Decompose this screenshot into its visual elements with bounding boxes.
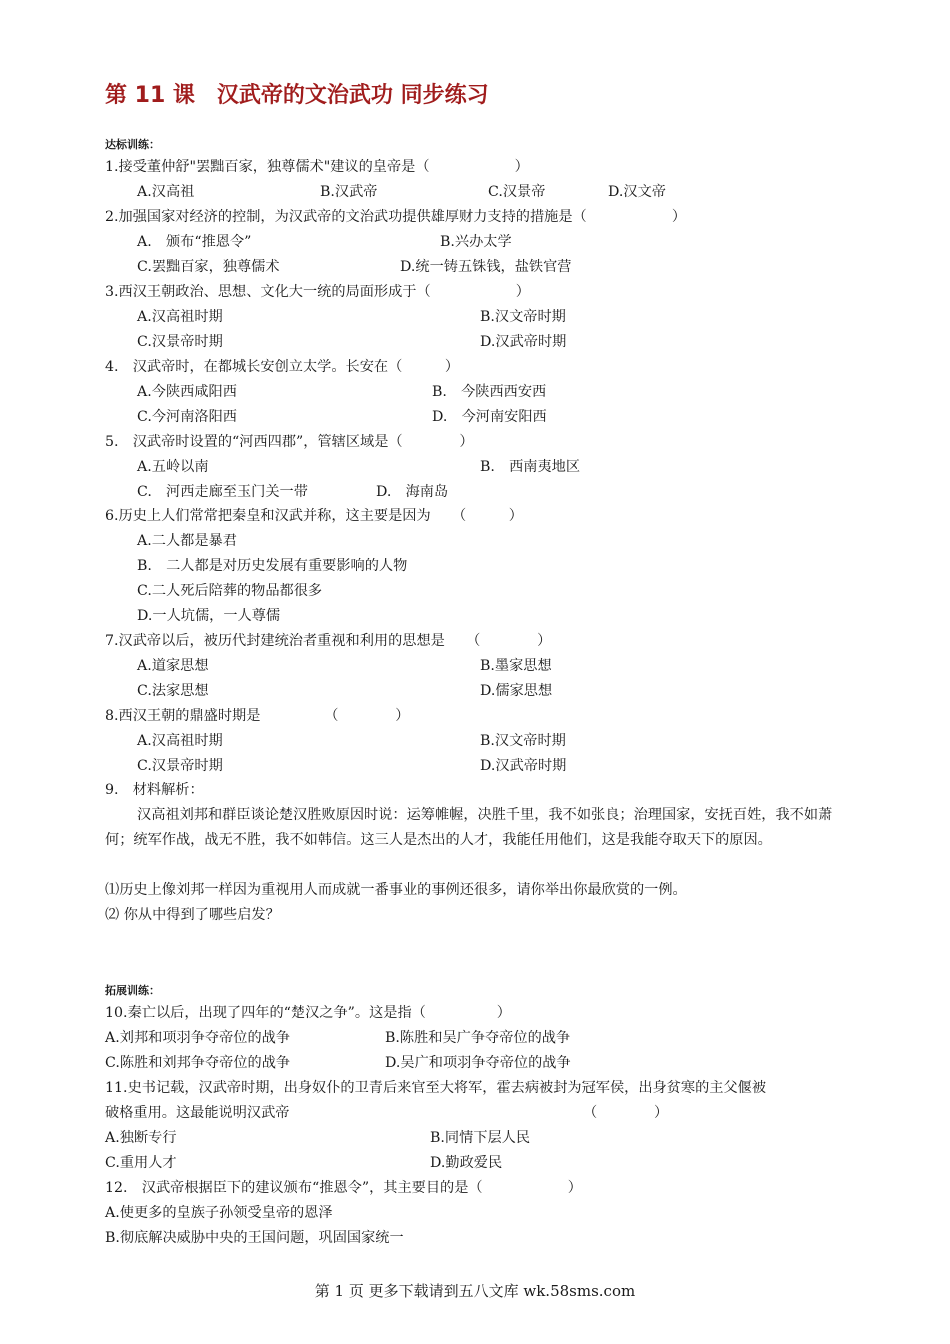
question-11-stem-line-2: 破格重用。这最能说明汉武帝 — [105, 1105, 290, 1121]
question-10-option-d: D.吴广和项羽争夺帝位的战争 — [385, 1055, 571, 1071]
question-12-option-a: A.使更多的皇族子孙领受皇帝的恩泽 — [105, 1205, 333, 1221]
question-2-stem: 2.加强国家对经济的控制，为汉武帝的文治武功提供雄厚财力支持的措施是（ ） — [105, 209, 687, 225]
question-11-option-b: B.同情下层人民 — [430, 1130, 531, 1146]
section-heading-basic: 达标训练： — [105, 138, 160, 151]
question-6-option-c: C.二人死后陪葬的物品都很多 — [137, 583, 323, 599]
section-heading-extended: 拓展训练： — [105, 984, 160, 997]
question-4-option-d: D. 今河南安阳西 — [432, 409, 547, 425]
question-3-stem: 3.西汉王朝政治、思想、文化大一统的局面形成于（ ） — [105, 284, 530, 300]
question-7-option-b: B.墨家思想 — [480, 658, 552, 674]
question-7-option-c: C.法家思想 — [137, 683, 209, 699]
question-11-answer-paren: （ ） — [583, 1105, 669, 1121]
question-6-option-d: D.一人坑儒，一人尊儒 — [137, 608, 281, 624]
question-9-material: 汉高祖刘邦和群臣谈论楚汉胜败原因时说：运筹帷幄，决胜千里，我不如张良；治理国家，安抚百姓，我不如萧何；统军作战，战无不胜，我不如韩信。这三人是杰出的人才，我能任用他们，这是我能夺取天下的原因。 — [105, 807, 833, 848]
question-8-option-b: B.汉文帝时期 — [480, 733, 566, 749]
question-1-option-c: C.汉景帝 — [488, 184, 546, 200]
question-7-stem: 7.汉武帝以后，被历代封建统治者重视和利用的思想是 （ ） — [105, 633, 552, 649]
question-10-option-c: C.陈胜和刘邦争夺帝位的战争 — [105, 1055, 291, 1071]
question-3-option-a: A.汉高祖时期 — [137, 309, 223, 325]
question-10-option-a: A.刘邦和项羽争夺帝位的战争 — [105, 1030, 291, 1046]
question-4-option-a: A.今陕西咸阳西 — [137, 384, 237, 400]
question-11-option-a: A.独断专行 — [105, 1130, 177, 1146]
question-3-option-c: C.汉景帝时期 — [137, 334, 223, 350]
question-5-option-a: A.五岭以南 — [137, 459, 209, 475]
question-2-option-a: A. 颁布“推恩令” — [137, 234, 252, 250]
question-5-option-b: B. 西南夷地区 — [480, 459, 581, 475]
page-title: 第 11 课 汉武帝的文治武功 同步练习 — [105, 83, 489, 108]
question-9-sub-1: ⑴历史上像刘邦一样因为重视用人而成就一番事业的事例还很多，请你举出你最欣赏的一例。 — [105, 882, 687, 898]
question-4-stem: 4. 汉武帝时，在都城长安创立太学。长安在（ ） — [105, 359, 460, 375]
question-11-option-d: D.勤政爱民 — [430, 1155, 503, 1171]
question-10-stem: 10.秦亡以后，出现了四年的“楚汉之争”。这是指（ ） — [105, 1005, 511, 1021]
question-6-stem: 6.历史上人们常常把秦皇和汉武并称，这主要是因为 （ ） — [105, 508, 523, 524]
question-7-option-a: A.道家思想 — [137, 658, 209, 674]
question-1-stem: 1.接受董仲舒"罢黜百家，独尊儒术"建议的皇帝是（ ） — [105, 159, 529, 175]
question-5-option-c: C. 河西走廊至玉门关一带 — [137, 484, 308, 500]
question-12-option-b: B.彻底解决威胁中央的王国问题，巩固国家统一 — [105, 1230, 404, 1246]
question-9-stem: 9. 材料解析： — [105, 782, 204, 798]
question-11-option-c: C.重用人才 — [105, 1155, 177, 1171]
question-10-option-b: B.陈胜和吴广争夺帝位的战争 — [385, 1030, 571, 1046]
question-2-option-b: B.兴办太学 — [440, 234, 512, 250]
question-6-option-a: A.二人都是暴君 — [137, 533, 237, 549]
question-4-option-c: C.今河南洛阳西 — [137, 409, 237, 425]
question-3-option-b: B.汉文帝时期 — [480, 309, 566, 325]
question-9-sub-2: ⑵ 你从中得到了哪些启发？ — [105, 907, 280, 923]
question-1-option-d: D.汉文帝 — [608, 184, 666, 200]
question-5-option-d: D. 海南岛 — [376, 484, 449, 500]
question-11-stem-line-1: 11.史书记载，汉武帝时期，出身奴仆的卫青后来官至大将军，霍去病被封为冠军侯，出身贫寒的主父偃被 — [105, 1080, 767, 1096]
question-6-option-b: B. 二人都是对历史发展有重要影响的人物 — [137, 558, 408, 574]
question-8-option-c: C.汉景帝时期 — [137, 758, 223, 774]
question-5-stem: 5. 汉武帝时设置的“河西四郡”，管辖区域是（ ） — [105, 434, 474, 450]
question-2-option-c: C.罢黜百家，独尊儒术 — [137, 259, 280, 275]
question-8-stem: 8.西汉王朝的鼎盛时期是 （ ） — [105, 708, 410, 724]
question-1-option-a: A.汉高祖 — [137, 184, 195, 200]
question-4-option-b: B. 今陕西西安西 — [432, 384, 547, 400]
question-1-option-b: B.汉武帝 — [320, 184, 378, 200]
question-8-option-d: D.汉武帝时期 — [480, 758, 567, 774]
question-12-stem: 12. 汉武帝根据臣下的建议颁布“推恩令”，其主要目的是（ ） — [105, 1180, 582, 1196]
page-footer: 第 1 页 更多下载请到五八文库 wk.58sms.com — [314, 1282, 636, 1300]
question-7-option-d: D.儒家思想 — [480, 683, 553, 699]
question-2-option-d: D.统一铸五铢钱，盐铁官营 — [400, 259, 572, 275]
question-3-option-d: D.汉武帝时期 — [480, 334, 567, 350]
question-8-option-a: A.汉高祖时期 — [137, 733, 223, 749]
